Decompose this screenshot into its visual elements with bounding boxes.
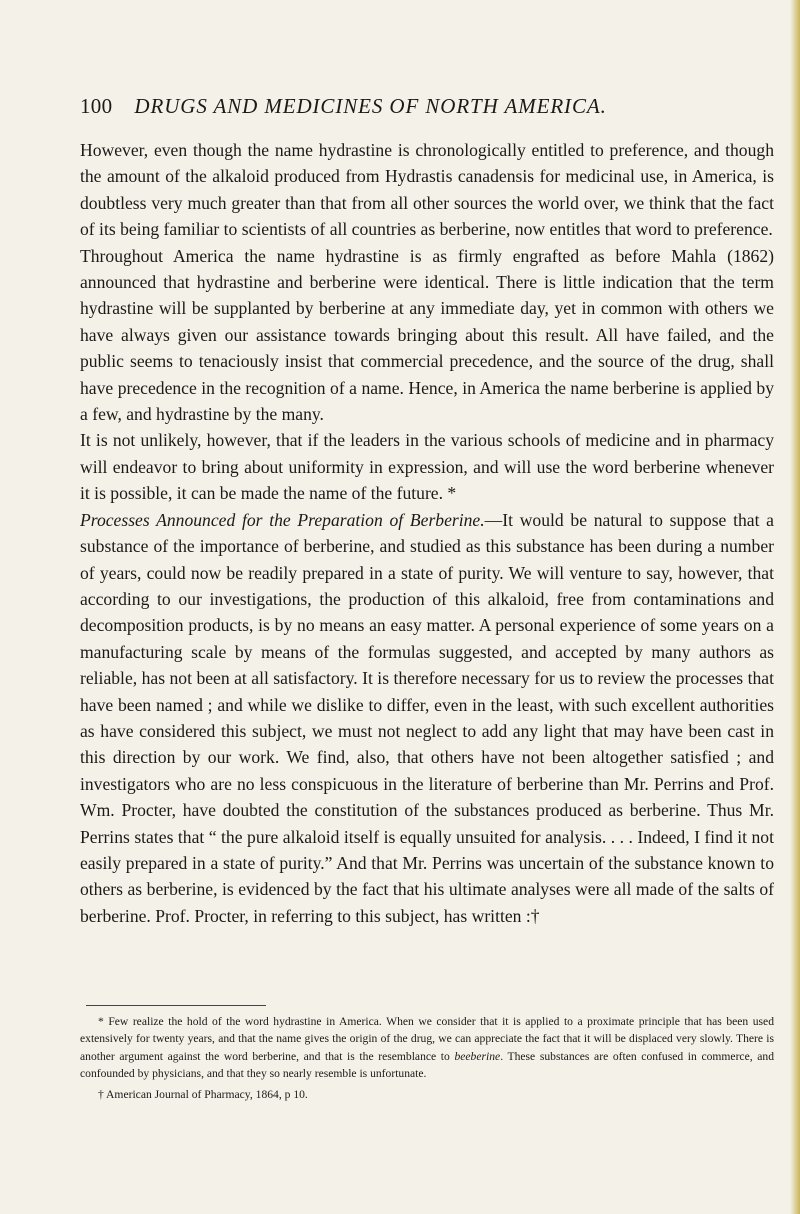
section-text: —It would be natural to suppose that a substance of the importance of berberine, and studied as this substance has been during a number of years, could now be readily prepared in a state of purity. We will venture to say, however, that according to our investigations, the production of this alkaloid, free from contaminations and decomposition products, is by no means an easy matter. A personal experience of some years on a manufacturing scale by means of the formulas suggested, and accepted by many authors as reliable, has not been at all satisfactory. It is therefore necessary for us to review the processes that have been named ; and while we dislike to differ, even in the least, with such excellent authorities as have considered this subject, we must not neglect to add any light that may have been cast in this direction by our work. We find, also, that others have not been altogether satisfied ; and investigators who are no less conspicuous in the literature of berberine than Mr. Perrins and Prof. Wm. Procter, have doubted the constitution of the substances produced as berberine. Thus Mr. Perrins states that “ the pure alkaloid itself is equally unsuited for analysis. . . . Indeed, I find it not easily prepared in a state of purity.” And that Mr. Perrins was uncertain of the substance known to others as berberine, is evidenced by the fact that his ultimate analyses were all made of the salts of berberine. Prof. Procter, in referring to this subject, has written :† [80, 509, 774, 926]
running-header [80, 94, 780, 119]
page-edge [790, 0, 800, 1214]
running-title: DRUGS AND MEDICINES OF NORTH AMERICA. [134, 94, 607, 118]
paragraph: Throughout America the name hydrastine is as firmly engrafted as before Mahla (1862) announced that hydrastine and berberine were identical. There is little indication that the term hydrastine will be supplanted by berberine at any immediate day, yet in common with others we have always given our assistance towards bringing about this result. All have failed, and the public seems to tenaciously insist that commercial precedence, and the source of the drug, shall have precedence in the recognition of a name. Hence, in America the name berberine is applied by a few, and hydrastine by the many. [80, 245, 774, 425]
section-paragraph [80, 507, 774, 930]
footnote-1: * Few realize the hold of the word hydrastine in America. When we consider that it is applied to a proximate principle that has been used extensively for twenty years, and that the name gives the origin of the drug, we can appreciate the fact that it will be displaced very slowly. There is another argument against the word berberine, and that is the resemblance to beeberine. These substances are often confused in commerce, and confounded by physicians, and that they so nearly resemble is unfortunate. [80, 1015, 775, 1080]
page-number: 100 [80, 94, 113, 118]
footnote-2: † American Journal of Pharmacy, 1864, p 10. [98, 1088, 308, 1102]
paragraph: It is not unlikely, however, that if the leaders in the various schools of medicine and in pharmacy will endeavor to bring about uniformity in expression, and will use the word berberine whenever it is possible, it can be made the name of the future. * [80, 430, 774, 504]
footnotes [80, 1013, 774, 1103]
footnote-rule [86, 1005, 266, 1006]
section-heading: Processes Announced for the Preparation of Berberine. [80, 509, 485, 530]
body-text [80, 137, 774, 929]
paragraph: However, even though the name hydrastine is chronologically entitled to preference, and though the amount of the alkaloid produced from Hydrastis canadensis for medicinal use, in America, is doubtless very much greater than that from all other sources the world over, we think that the fact of its being familiar to scientists of all countries as berberine, now entitles that word to preference. [80, 140, 774, 240]
